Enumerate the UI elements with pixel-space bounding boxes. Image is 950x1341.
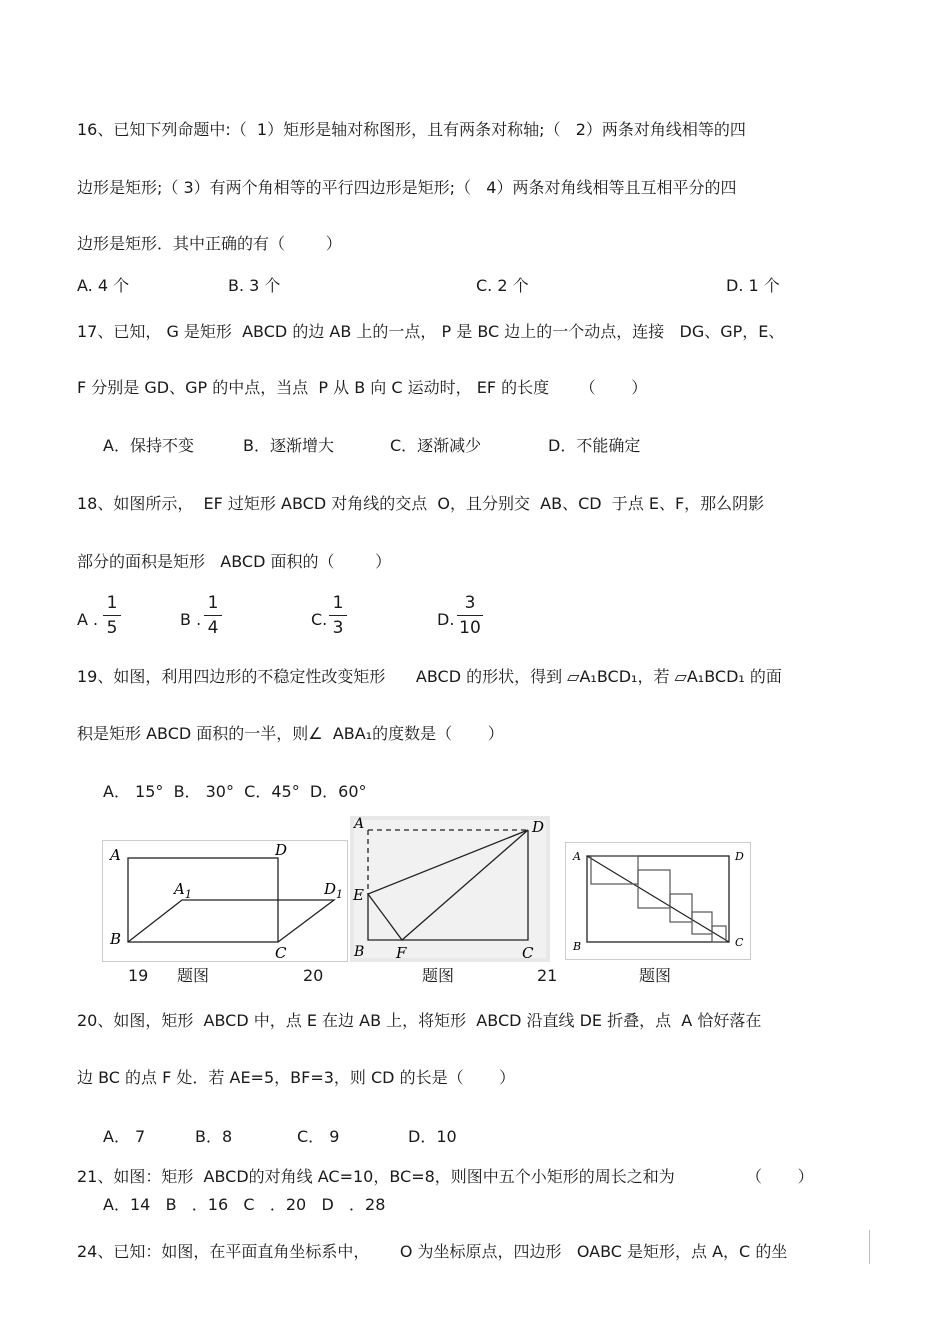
q21-line-1: 21、如图：矩形 ABCD的对角线 AC=10，BC=8，则图中五个小矩形的周长之和为 （ ） <box>77 1167 814 1186</box>
parallelogram-a1bcd1 <box>128 900 334 942</box>
label-d: D <box>532 818 545 836</box>
q17-option-d: D．不能确定 <box>548 436 641 455</box>
label-d1 <box>323 880 343 901</box>
q18-option-c-fraction <box>326 592 350 639</box>
q19-line-1: 19、如图，利用四边形的不稳定性改变矩形 ABCD 的形状，得到 ▱A₁BCD₁，若 ▱A₁BCD₁ 的面 <box>77 667 782 686</box>
caption-21-text: 题图 <box>639 966 672 985</box>
q18-option-d-label: D. <box>437 610 455 629</box>
q18-option-b-label: B . <box>180 610 202 629</box>
fraction-denominator: 10 <box>459 618 481 638</box>
diagonal-ac <box>587 856 729 942</box>
caption-19-number: 19 <box>128 966 149 985</box>
q20-option-d: D．10 <box>408 1127 457 1146</box>
small-rectangle-2 <box>638 870 670 908</box>
fraction-denominator: 4 <box>207 618 219 638</box>
label-a: A <box>110 846 121 864</box>
figure-19 <box>102 840 348 962</box>
q18-option-d-fraction <box>454 592 486 639</box>
q17-line-2: F 分别是 GD、GP 的中点，当点 P 从 B 向 C 运动时， EF 的长度 （ ） <box>77 378 648 397</box>
fraction-denominator: 5 <box>106 618 118 638</box>
page-edge-mark <box>869 1230 870 1264</box>
q17-line-1: 17、已知， G 是矩形 ABCD 的边 AB 上的一点， P 是 BC 边上的一个动点，连接 DG、GP，E、 <box>77 322 785 341</box>
caption-19-text: 题图 <box>177 966 210 985</box>
label-a1 <box>172 880 192 901</box>
q16-option-b: B. 3 个 <box>228 276 281 295</box>
q20-option-b: B．8 <box>195 1127 233 1146</box>
fraction-bar <box>457 615 483 616</box>
label-c: C <box>735 936 744 949</box>
fraction-numerator: 1 <box>332 593 344 613</box>
q20-option-a: A． 7 <box>103 1127 146 1146</box>
q20-line-2: 边 BC 的点 F 处．若 AE=5，BF=3，则 CD 的长是（ ） <box>77 1068 516 1087</box>
caption-21-number: 21 <box>537 966 558 985</box>
q18-option-c-label: C. <box>311 610 328 629</box>
q18-line-1: 18、如图所示， EF 过矩形 ABCD 对角线的交点 O，且分别交 AB、CD 于点 E、F，那么阴影 <box>77 494 765 513</box>
q19-options: A． 15° B． 30° C．45° D．60° <box>103 782 367 801</box>
q18-option-a-label: A . <box>77 610 99 629</box>
q20-option-c: C． 9 <box>297 1127 340 1146</box>
label-b: B <box>573 940 582 953</box>
label-d1-subscript: 1 <box>336 888 344 901</box>
fraction-numerator: 1 <box>106 593 118 613</box>
figure-20 <box>350 816 550 962</box>
fraction-denominator: 3 <box>332 618 344 638</box>
label-a: A <box>354 816 365 832</box>
label-a1-subscript: 1 <box>184 888 192 901</box>
q17-option-c: C．逐渐减少 <box>390 436 482 455</box>
figure-21 <box>565 842 751 960</box>
label-b: B <box>354 944 365 960</box>
label-a: A <box>573 850 581 863</box>
fraction-bar <box>204 615 222 616</box>
q17-option-a: A．保持不变 <box>103 436 194 455</box>
label-c: C <box>275 944 287 962</box>
label-e: E <box>353 886 364 904</box>
q18-option-a-fraction <box>100 592 124 639</box>
q16-line-2: 边形是矩形;（ 3）有两个角相等的平行四边形是矩形;（ 4）两条对角线相等且互相平分的四 <box>77 178 737 197</box>
fraction-numerator: 3 <box>464 593 476 613</box>
label-b: B <box>110 930 122 948</box>
q16-option-c: C. 2 个 <box>476 276 529 295</box>
q19-line-2: 积是矩形 ABCD 面积的一半，则∠ ABA₁的度数是（ ） <box>77 724 504 743</box>
q21-options: A．14 B ．16 C ．20 D ．28 <box>103 1195 386 1214</box>
q18-line-2: 部分的面积是矩形 ABCD 面积的（ ） <box>77 552 392 571</box>
q17-option-b: B．逐渐增大 <box>243 436 334 455</box>
q16-line-3: 边形是矩形．其中正确的有（ ） <box>77 234 342 253</box>
caption-20-number: 20 <box>303 966 324 985</box>
label-a1-letter: A <box>174 880 185 898</box>
q16-option-d: D. 1 个 <box>726 276 780 295</box>
fraction-bar <box>103 615 121 616</box>
q20-line-1: 20、如图，矩形 ABCD 中，点 E 在边 AB 上，将矩形 ABCD 沿直线 DE 折叠，点 A 恰好落在 <box>77 1011 762 1030</box>
label-d1-letter: D <box>324 880 337 898</box>
small-rectangle-4 <box>692 912 712 934</box>
q16-option-a: A. 4 个 <box>77 276 130 295</box>
fraction-bar <box>329 615 347 616</box>
label-c: C <box>522 944 534 962</box>
fraction-numerator: 1 <box>207 593 219 613</box>
caption-20-text: 题图 <box>422 966 455 985</box>
small-rectangle-1 <box>591 856 638 884</box>
label-d: D <box>275 841 288 859</box>
q18-option-b-fraction <box>201 592 225 639</box>
q16-line-1: 16、已知下列命题中:（ 1）矩形是轴对称图形，且有两条对称轴;（ 2）两条对角线相等的四 <box>77 120 746 139</box>
label-f: F <box>396 944 407 962</box>
label-d: D <box>735 850 744 863</box>
q24-line-1: 24、已知：如图，在平面直角坐标系中， O 为坐标原点，四边形 OABC 是矩形，点 A，C 的坐 <box>77 1242 788 1261</box>
